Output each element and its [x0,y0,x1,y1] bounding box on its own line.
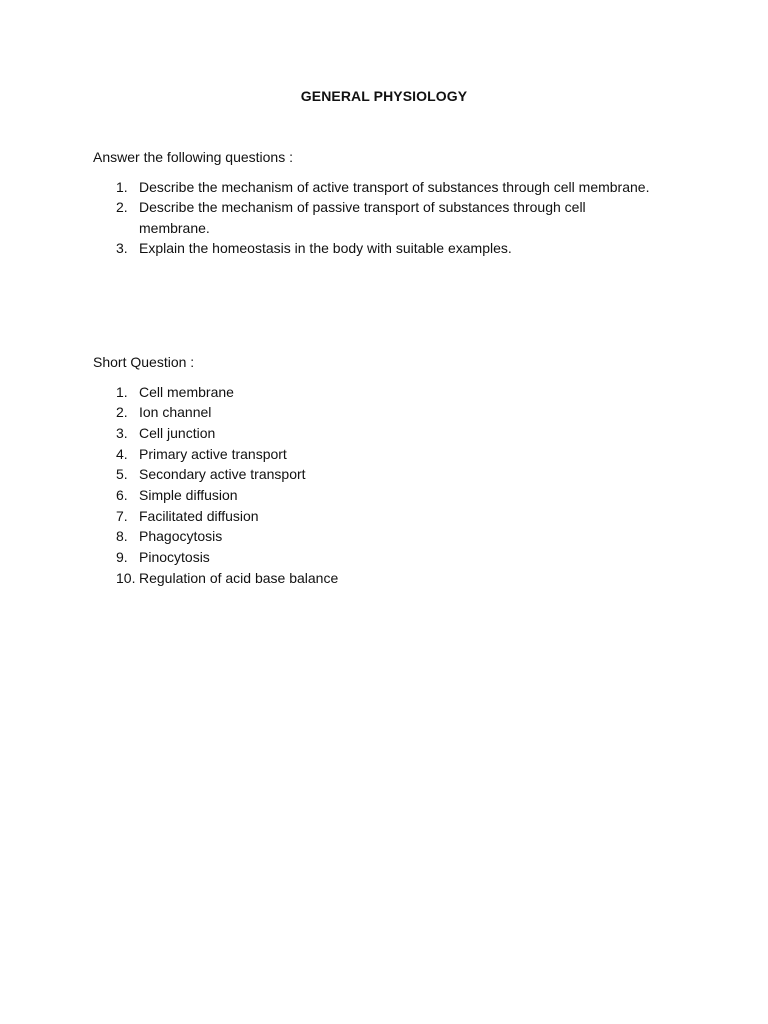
list-item [93,464,653,485]
list-item [93,238,653,259]
item-number: 3. [116,424,128,441]
page-title: GENERAL PHYSIOLOGY [300,88,468,104]
item-text: Simple diffusion [139,487,238,504]
list-item [93,506,653,527]
list-item [93,547,653,568]
list-item [93,568,653,589]
item-number: 6. [116,487,128,504]
item-text: Cell junction [139,424,216,441]
item-text: Describe the mechanism of active transport of substances through cell membrane. [139,178,650,195]
item-text: Regulation of acid base balance [139,569,339,586]
short-questions-section [93,352,653,589]
item-number: 5. [116,466,128,483]
list-item [93,444,653,465]
list-item [93,197,653,238]
item-text: Phagocytosis [139,528,223,545]
item-text: Explain the homeostasis in the body with suitable examples. [139,240,512,256]
long-questions-section [93,147,653,259]
item-number: 7. [116,507,128,524]
item-text: Cell membrane [139,383,234,400]
short-questions-list [93,382,653,589]
item-text: Pinocytosis [139,549,210,566]
item-number: 8. [116,528,128,545]
list-item [93,402,653,423]
item-text: Secondary active transport [139,466,306,483]
item-number: 2. [116,404,128,421]
long-questions-list [93,177,653,259]
item-number: 2. [116,199,128,215]
item-number: 10. [116,569,136,586]
item-number: 9. [116,549,128,566]
item-number: 1. [116,178,128,195]
item-text: Facilitated diffusion [139,507,259,524]
list-item [93,526,653,547]
item-number: 3. [116,240,128,256]
item-number: 4. [116,445,128,462]
list-item [93,382,653,403]
long-questions-heading: Answer the following questions : [93,149,293,165]
list-item [93,177,653,198]
item-text: Primary active transport [139,445,287,462]
item-text: Describe the mechanism of passive transport of substances through cell membrane. [139,199,586,236]
list-item [93,423,653,444]
item-number: 1. [116,383,128,400]
short-questions-heading: Short Question : [93,354,195,370]
item-text: Ion channel [139,404,212,421]
list-item [93,485,653,506]
